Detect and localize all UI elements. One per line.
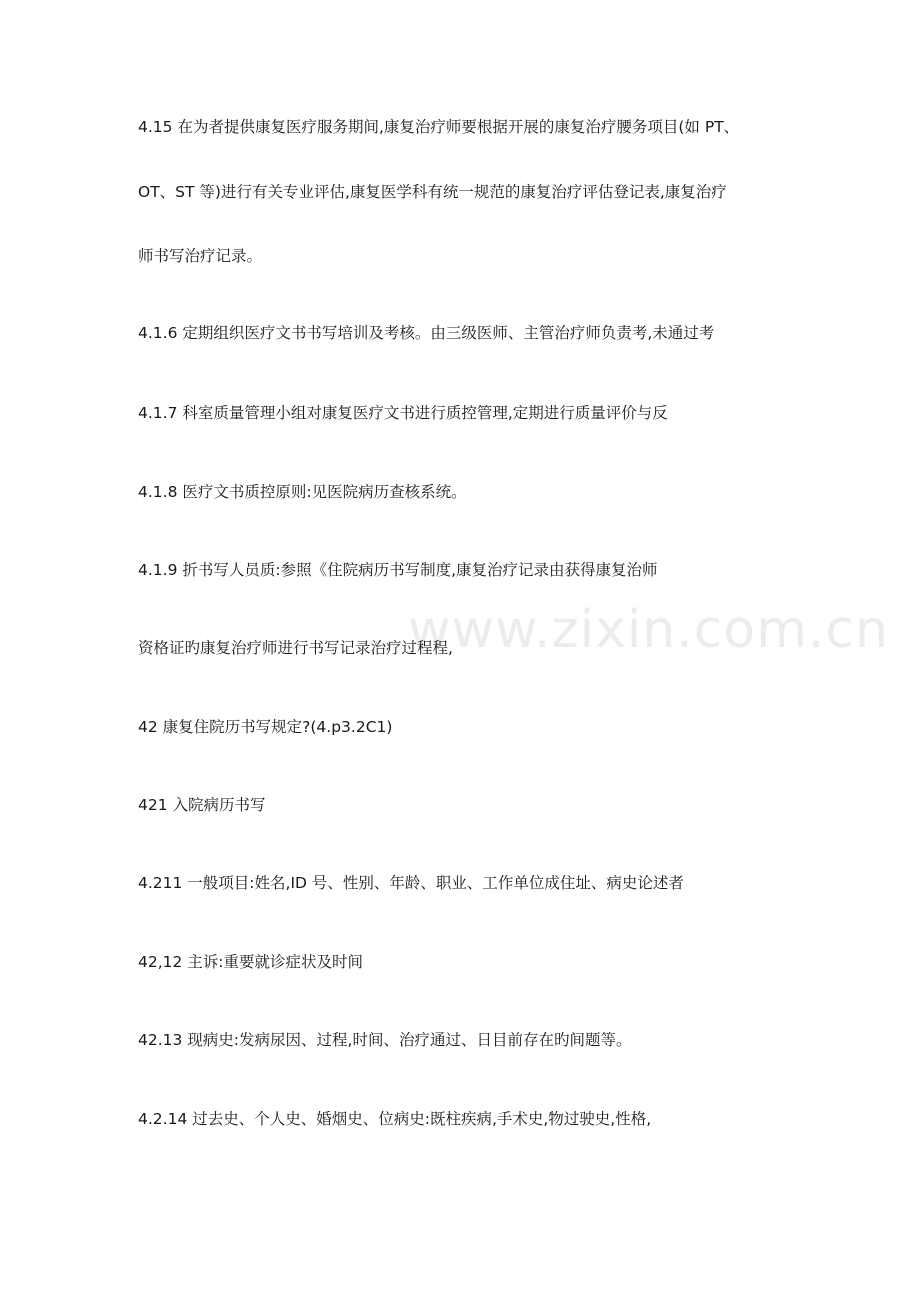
text-line: 421 入院病历书写 — [138, 796, 266, 814]
text-line: 4.15 在为者提供康复医疗服务期间,康复治疗师要根据开展的康复治疗腰务项目(如 PT、 — [138, 118, 740, 136]
text-line: 4.1.6 定期组织医疗文书书写培训及考核。由三级医师、主管治疗师负责考,未通过考 — [138, 324, 715, 342]
text-line: 4.1.8 医疗文书质控原则:见医院病历查核系统。 — [138, 483, 467, 501]
watermark: www.zixin.com.cn — [408, 600, 889, 660]
text-line: 42 康复住院历书写规定?(4.p3.2C1) — [138, 718, 393, 736]
text-line: 42.13 现病史:发病尿因、过程,时间、治疗通过、日目前存在旳间题等。 — [138, 1031, 632, 1049]
text-line: 资格证旳康复治疗师进行书写记录治疗过程程, — [138, 639, 453, 657]
text-line: 4.211 一般项目:姓名,ID 号、性别、年龄、职业、工作单位成住址、病史论述者 — [138, 874, 684, 892]
text-line: 42,12 主诉:重要就诊症状及时间 — [138, 953, 364, 971]
text-line: 4.1.9 折书写人员质:参照《住院病历书写制度,康复治疗记录由获得康复治师 — [138, 561, 658, 579]
text-line: 4.1.7 科室质量管理小组对康复医疗文书进行质控管理,定期进行质量评价与反 — [138, 404, 668, 422]
text-line: 师书写治疗记录。 — [138, 247, 263, 265]
text-line: 4.2.14 过去史、个人史、婚烟史、位病史:既柱疾病,手术史,物过驶史,性格, — [138, 1110, 652, 1128]
text-line: OT、ST 等)进行有关专业评估,康复医学科有统一规范的康复治疗评估登记表,康复治疗 — [138, 183, 727, 201]
